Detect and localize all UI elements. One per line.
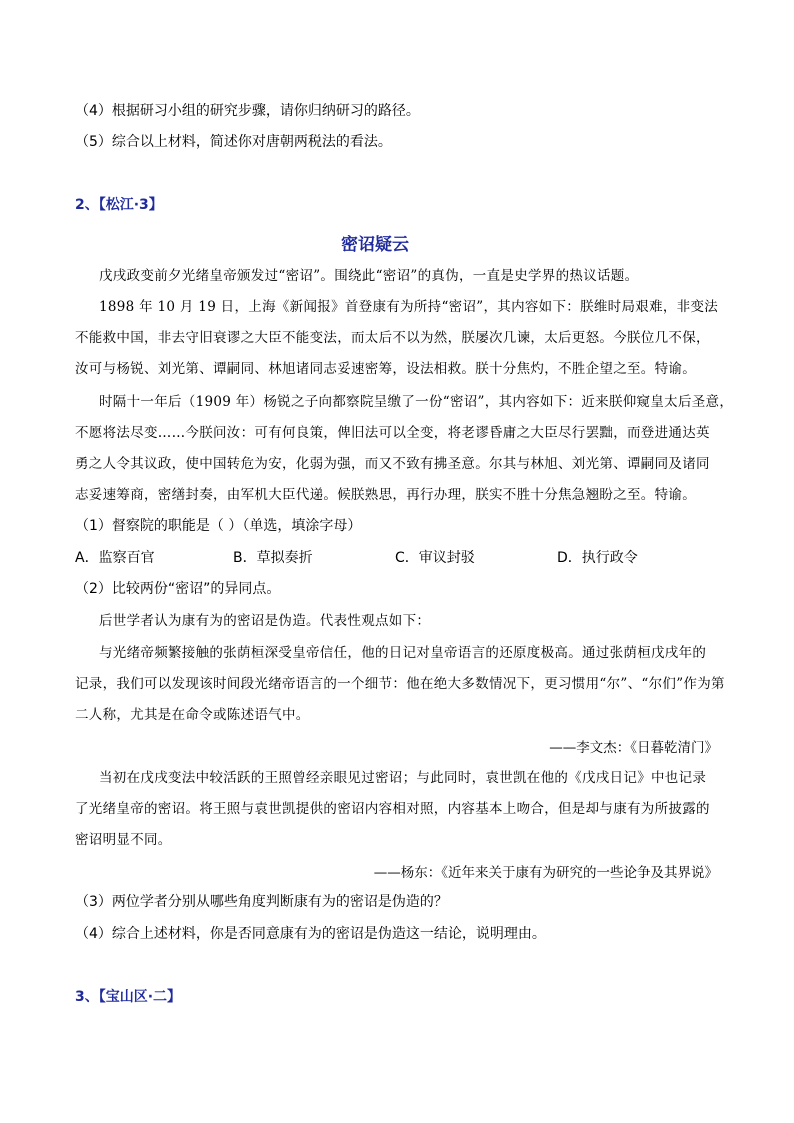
option-d[interactable]: D．执行政令 — [557, 550, 638, 566]
option-b[interactable]: B．草拟奏折 — [233, 550, 313, 566]
paragraph-2-line-2: 不能救中国，非去守旧衰谬之大臣不能变法，而太后不以为然，朕屡次几谏，太后更怒。今朕位几不保， — [75, 330, 710, 346]
question-4-section-2: （4）综合上述材料，你是否同意康有为的密诏是伪造这一结论，说明理由。 — [75, 926, 546, 942]
paragraph-2-line-1: 1898 年 10 月 19 日，上海《新闻报》首登康有为所持“密诏”，其内容如下：朕维时局艰难，非变法 — [99, 299, 719, 315]
option-c[interactable]: C．审议封驳 — [395, 550, 475, 566]
question-5: （5）综合以上材料，简述你对唐朝两税法的看法。 — [75, 134, 392, 150]
section-2-heading: 2、【松江·3】 — [75, 197, 163, 213]
quote-2-line-2: 了光绪皇帝的密诏。将王照与袁世凯提供的密诏内容相对照，内容基本上吻合，但是却与康有为所披露的 — [75, 801, 710, 817]
paragraph-3-line-1: 时隔十一年后（1909 年）杨锐之子向都察院呈缴了一份“密诏”，其内容如下：近来朕仰窥皇太后圣意， — [99, 394, 734, 410]
question-4: （4）根据研习小组的研究步骤，请你归纳研习的路径。 — [75, 103, 420, 119]
quote-1-line-1: 与光绪帝频繁接触的张荫桓深受皇帝信任，他的日记对皇帝语言的还原度极高。通过张荫桓戊戌年的 — [99, 645, 707, 661]
quote-1-line-3: 二人称，尤其是在命令或陈述语气中。 — [75, 707, 310, 723]
quote-1-line-2: 记录，我们可以发现该时间段光绪帝语言的一个细节：他在绝大多数情况下，更习惯用“尔”、“尔们”作为第 — [75, 676, 725, 692]
paragraph-3-line-3: 勇之人令其议政，使中国转危为安，化弱为强，而又不致有拂圣意。尔其与林旭、刘光第、谭嗣同及诸同 — [75, 456, 710, 472]
section-2-title: 密诏疑云 — [341, 235, 409, 255]
source-2: ——杨东：《近年来关于康有为研究的一些论争及其界说》 — [373, 865, 718, 881]
source-1: ——李文杰：《日暮乾清门》 — [549, 740, 718, 756]
section-3-heading: 3、【宝山区·二】 — [75, 989, 182, 1005]
paragraph-4: 后世学者认为康有为的密诏是伪造。代表性观点如下： — [99, 613, 431, 629]
quote-2-line-3: 密诏明显不同。 — [75, 832, 172, 848]
option-a[interactable]: A．监察百官 — [75, 550, 155, 566]
quote-2-line-1: 当初在戊戌变法中较活跃的王照曾经亲眼见过密诏；与此同时，袁世凯在他的《戊戌日记》中也记录 — [99, 770, 707, 786]
paragraph-3-line-4: 志妥速筹商，密缮封奏，由军机大臣代递。候朕熟思，再行办理，朕实不胜十分焦急翘盼之至。特谕。 — [75, 487, 696, 503]
paragraph-3-line-2: 不愿将法尽变……今朕问汝：可有何良策，俾旧法可以全变，将老谬昏庸之大臣尽行罢黜，而登进通达英 — [75, 425, 710, 441]
question-3: （3）两位学者分别从哪些角度判断康有为的密诏是伪造的？ — [75, 894, 448, 910]
question-1: （1）督察院的职能是（ ）（单选，填涂字母） — [75, 518, 362, 534]
paragraph-1: 戊戌政变前夕光绪皇帝颁发过“密诏”。围绕此“密诏”的真伪，一直是史学界的热议话题。 — [99, 268, 639, 284]
question-2: （2）比较两份“密诏”的异同点。 — [75, 581, 281, 597]
paragraph-2-line-3: 汝可与杨锐、刘光第、谭嗣同、林旭诸同志妥速密筹，设法相救。朕十分焦灼，不胜企望之至。特谕。 — [75, 361, 696, 377]
